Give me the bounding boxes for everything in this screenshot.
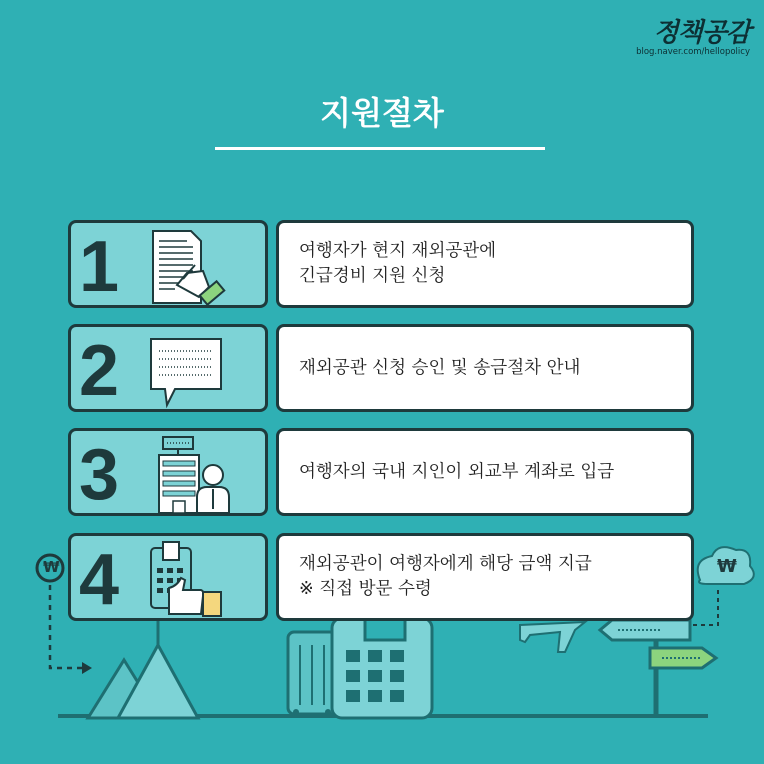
money-thumbs-up-icon xyxy=(143,540,263,620)
step-description xyxy=(276,533,694,621)
office-person-icon xyxy=(143,435,263,515)
title-underline xyxy=(215,147,545,150)
step-description xyxy=(276,324,694,412)
logo xyxy=(636,12,750,57)
page-title: 지원절차 xyxy=(320,94,444,132)
step-number-box xyxy=(68,428,268,516)
document-hand-icon xyxy=(143,227,263,307)
step-number-box xyxy=(68,324,268,412)
step-description xyxy=(276,428,694,516)
step-number-box xyxy=(68,220,268,308)
speech-bubble-icon xyxy=(143,331,263,411)
step-description xyxy=(276,220,694,308)
step-number-box xyxy=(68,533,268,621)
step-text-line: 재외공관이 여행자에게 해당 금액 지급 xyxy=(299,554,592,574)
step-number: 2 xyxy=(79,331,120,411)
cloud-won-symbol: ₩ xyxy=(717,556,737,577)
logo-mark: 정책공감 xyxy=(653,18,750,48)
coin-won-symbol: ₩ xyxy=(43,558,60,576)
step-text-line: 긴급경비 지원 신청 xyxy=(299,266,446,286)
step-text-line: 재외공관 신청 승인 및 송금절차 안내 xyxy=(299,357,581,378)
step-text-line: 여행자의 국내 지인이 외교부 계좌로 입금 xyxy=(299,461,615,482)
logo-url: blog.naver.com/hellopolicy xyxy=(636,47,750,57)
step-number: 4 xyxy=(79,540,120,620)
step-text-line: ※ 직접 방문 수령 xyxy=(299,579,432,599)
step-text-line: 여행자가 현지 재외공관에 xyxy=(299,241,497,261)
step-number: 3 xyxy=(79,435,120,515)
step-number: 1 xyxy=(79,227,120,307)
